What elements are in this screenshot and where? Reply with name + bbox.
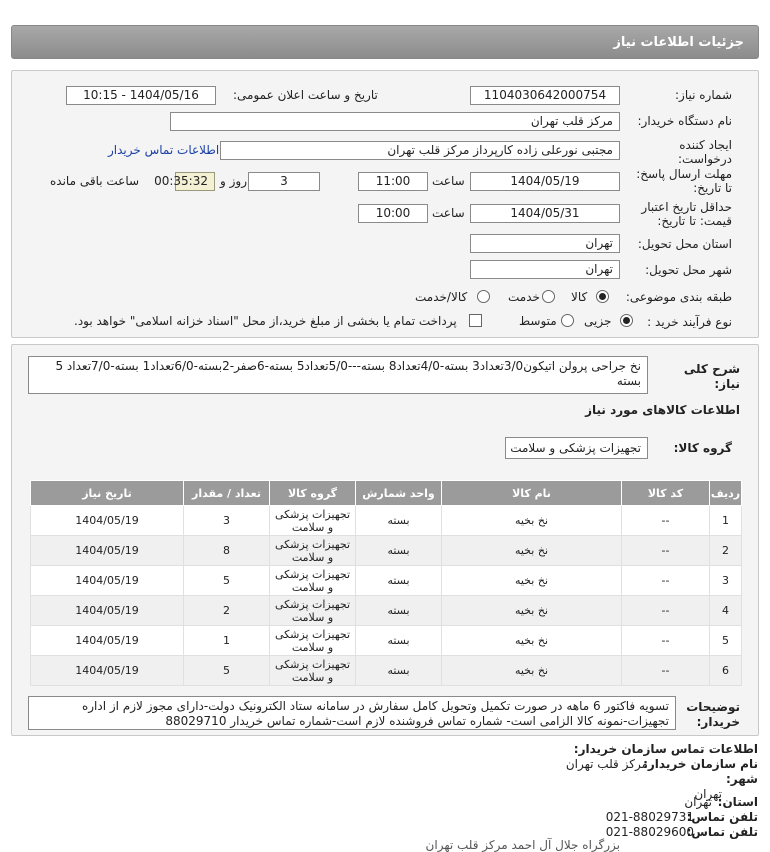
cell-unit: بسته: [356, 656, 442, 686]
cell-code: --: [622, 566, 710, 596]
cell-unit: بسته: [356, 596, 442, 626]
col-unit: واحد شمارش: [356, 481, 442, 506]
contact-org-label: نام سازمان خریدار:: [643, 757, 758, 771]
table-row: [31, 596, 742, 626]
cell-code: --: [622, 656, 710, 686]
buyer-contact-link[interactable]: اطلاعات تماس خریدار: [108, 143, 220, 157]
category-label: طبقه بندی موضوعی:: [625, 290, 732, 304]
process-radio-medium[interactable]: [561, 314, 574, 327]
validity-label-1: حداقل تاریخ اعتبار: [641, 200, 732, 214]
cell-qty: 3: [184, 506, 270, 536]
validity-date-field: 1404/05/31: [470, 204, 620, 223]
cell-code: --: [622, 626, 710, 656]
summary-label-2: نیاز:: [714, 377, 740, 391]
days-field: 3: [248, 172, 320, 191]
contact-city: تهران: [694, 787, 722, 801]
goods-table: [30, 480, 742, 686]
table-row: [31, 536, 742, 566]
process-option-minor: جزیی: [584, 314, 612, 328]
payment-note: پرداخت تمام یا بخشی از مبلغ خرید،از محل "اسناد خزانه اسلامی" خواهد بود.: [74, 314, 457, 328]
creator-label-2: درخواست:: [678, 152, 732, 166]
creator-label-1: ایجاد کننده: [679, 138, 732, 152]
cell-date: 1404/05/19: [31, 506, 184, 536]
col-qty: تعداد / مقدار: [184, 481, 270, 506]
process-radio-minor[interactable]: [620, 314, 633, 327]
cell-name: نخ بخیه: [442, 626, 622, 656]
buyer-notes-label-2: خریدار:: [696, 715, 740, 729]
cell-unit: بسته: [356, 506, 442, 536]
table-row: [31, 626, 742, 656]
cell-qty: 2: [184, 596, 270, 626]
contact-phone-label: تلفن تماس:: [686, 825, 758, 839]
reply-deadline-label-1: مهلت ارسال پاسخ:: [636, 167, 732, 181]
buyer-notes-box: تسویه فاکتور 6 ماهه در صورت تکمیل وتحویل کامل سفارش در سامانه ستاد الکترونیک دولت-دارای مجوز لازم از اداره تجهیزات-نمونه کالا الزامی است- شماره تماس فروشنده لازم است-شماره تماس خریدار 88029710: [28, 696, 676, 730]
cell-group: تجهیزات پزشکی و سلامت: [270, 536, 356, 566]
contact-title: اطلاعات تماس سازمان خریدار:: [573, 742, 758, 756]
cell-name: نخ بخیه: [442, 506, 622, 536]
validity-label-2: قیمت: تا تاریخ:: [657, 214, 732, 228]
goods-group-label: گروه کالا:: [673, 441, 732, 455]
days-label: روز و: [220, 174, 247, 188]
remaining-label: ساعت باقی مانده: [50, 174, 140, 188]
cell-qty: 1: [184, 626, 270, 656]
reply-time-label: ساعت: [432, 174, 465, 188]
buyer-org-field: مرکز قلب تهران: [170, 112, 620, 131]
cell-date: 1404/05/19: [31, 656, 184, 686]
table-row: [31, 506, 742, 536]
contact-phone: 021-88029600: [605, 825, 694, 839]
cell-date: 1404/05/19: [31, 626, 184, 656]
page-header: [11, 25, 759, 59]
cell-code: --: [622, 596, 710, 626]
category-radio-service[interactable]: [542, 290, 555, 303]
category-option-goods-service: کالا/خدمت: [415, 290, 468, 304]
need-number-field: 1104030642000754: [470, 86, 620, 105]
contact-fax: 021-88029731: [605, 810, 694, 824]
page-title: جزئیات اطلاعات نیاز: [613, 35, 744, 50]
contact-org: مرکز قلب تهران: [565, 757, 648, 771]
cell-group: تجهیزات پزشکی و سلامت: [270, 656, 356, 686]
cell-unit: بسته: [356, 626, 442, 656]
table-row: [31, 566, 742, 596]
announce-field: 1404/05/16 - 10:15: [66, 86, 216, 105]
contact-fax-label: تلفن تماس:: [686, 810, 758, 824]
reply-time-field: 11:00: [358, 172, 428, 191]
contact-city-label: شهر:: [726, 772, 758, 786]
category-radio-goods-service[interactable]: [477, 290, 490, 303]
reply-deadline-label-2: تا تاریخ:: [693, 181, 732, 195]
col-date: تاریخ نیاز: [31, 481, 184, 506]
goods-info-title: اطلاعات کالاهای مورد نیاز: [585, 403, 740, 417]
col-name: نام کالا: [442, 481, 622, 506]
cell-row: 6: [710, 656, 742, 686]
city-field: تهران: [470, 260, 620, 279]
province-label: استان محل تحویل:: [637, 237, 732, 251]
buyer-notes-label-1: توضیحات: [686, 700, 740, 714]
treasury-checkbox[interactable]: [469, 314, 482, 327]
cell-unit: بسته: [356, 566, 442, 596]
city-label: شهر محل تحویل:: [645, 263, 732, 277]
cell-qty: 5: [184, 656, 270, 686]
buyer-org-label: نام دستگاه خریدار:: [637, 114, 732, 128]
validity-time-field: 10:00: [358, 204, 428, 223]
announce-label: تاریخ و ساعت اعلان عمومی:: [233, 88, 378, 102]
cell-row: 5: [710, 626, 742, 656]
remaining-time-field: 00:35:32: [175, 172, 215, 191]
category-option-goods: کالا: [571, 290, 588, 304]
cell-date: 1404/05/19: [31, 566, 184, 596]
cell-row: 2: [710, 536, 742, 566]
cell-group: تجهیزات پزشکی و سلامت: [270, 566, 356, 596]
col-row: ردیف: [710, 481, 742, 506]
process-label: نوع فرآیند خرید :: [647, 315, 732, 329]
goods-table-header: [31, 481, 742, 506]
validity-time-label: ساعت: [432, 206, 465, 220]
province-field: تهران: [470, 234, 620, 253]
need-summary-box: نخ جراحی پرولن اتیکون3/0تعداد3 بسته-4/0تعداد8 بسته---5/0تعداد5 بسته-6صفر-2بسته-6/0تعداد1 بسته-7/0تعداد 5 بسته: [28, 356, 648, 394]
need-number-label: شماره نیاز:: [675, 88, 732, 102]
cell-code: --: [622, 536, 710, 566]
cell-name: نخ بخیه: [442, 596, 622, 626]
category-radio-goods[interactable]: [596, 290, 609, 303]
cell-name: نخ بخیه: [442, 536, 622, 566]
contact-province-label: استان:: [717, 795, 758, 809]
contact-address: بزرگراه جلال آل احمد مرکز قلب تهران: [425, 838, 620, 852]
cell-qty: 8: [184, 536, 270, 566]
process-option-medium: متوسط: [519, 314, 557, 328]
table-row: [31, 656, 742, 686]
cell-date: 1404/05/19: [31, 596, 184, 626]
creator-field: مجتبی نورعلی زاده کارپرداز مرکز قلب تهران: [220, 141, 620, 160]
cell-group: تجهیزات پزشکی و سلامت: [270, 596, 356, 626]
reply-date-field: 1404/05/19: [470, 172, 620, 191]
summary-label-1: شرح کلی: [683, 362, 740, 376]
cell-name: نخ بخیه: [442, 656, 622, 686]
category-option-service: خدمت: [508, 290, 540, 304]
cell-qty: 5: [184, 566, 270, 596]
col-code: کد کالا: [622, 481, 710, 506]
cell-row: 3: [710, 566, 742, 596]
cell-group: تجهیزات پزشکی و سلامت: [270, 626, 356, 656]
col-group: گروه کالا: [270, 481, 356, 506]
contact-province: تهران: [684, 795, 712, 809]
cell-row: 1: [710, 506, 742, 536]
cell-row: 4: [710, 596, 742, 626]
cell-name: نخ بخیه: [442, 566, 622, 596]
cell-unit: بسته: [356, 536, 442, 566]
goods-group-field: تجهیزات پزشکی و سلامت: [505, 437, 648, 459]
cell-code: --: [622, 506, 710, 536]
cell-date: 1404/05/19: [31, 536, 184, 566]
cell-group: تجهیزات پزشکی و سلامت: [270, 506, 356, 536]
